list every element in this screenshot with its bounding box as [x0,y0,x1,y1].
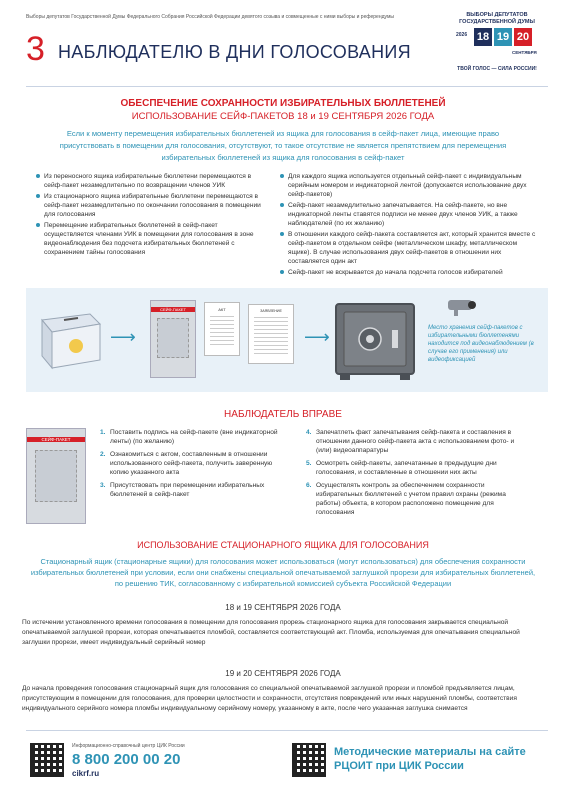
contact-block [72,743,272,778]
observer-title: НАБЛЮДАТЕЛЬ ВПРАВЕ [224,409,342,420]
footer [26,730,548,792]
item-number: 3. [100,482,106,489]
ballot-box-icon [36,306,104,372]
safety-title: ОБЕСПЕЧЕНИЕ СОХРАННОСТИ ИЗБИРАТЕЛЬНЫХ БЮЛЛЕТЕНЕЙ [120,98,446,109]
item-text: Поставить подпись на сейф-пакете (вне индикаторной ленты) (по желанию) [110,429,278,445]
observer-right-list [306,428,526,521]
observer-bag-icon [26,428,86,524]
brand-day-1: 18 [474,28,492,46]
item-number: 6. [306,482,312,489]
qr-code-icon-2 [292,743,326,777]
item-number: 5. [306,460,312,467]
list-item: Сейф-пакет незамедлительно запечатывается. На сейф-пакете, но вне индикаторной ленты ставятся подписи не менее двух членов УИК, а также наблюдателей (по их желанию) [280,201,536,228]
storage-caption: Место хранения сейф-пакетов с избирательными бюллетенями находится под видеонаблюдением (в случае его применения) или видеофиксацией [428,325,534,363]
act-label: АКТ [218,307,226,312]
safe-bag-icon [150,300,196,378]
brand-day-2: 19 [494,28,512,46]
item-text: Осмотреть сейф-пакеты, запечатанные в предыдущие дни голосования, и составленные в отношении них акты [316,460,497,476]
list-item: Сейф-пакет не вскрывается до начала подсчета голосов избирателей [280,268,536,277]
item-number: 4. [306,429,312,436]
brand-month: СЕНТЯБРЯ [512,50,537,55]
item-text: Запечатлеть факт запечатывания сейф-пакета и составления в отношении данного сейф-пакета акта с использованием фото- и (или) видеоаппаратуры [316,429,515,454]
safety-subtitle: ИСПОЛЬЗОВАНИЕ СЕЙФ-ПАКЕТОВ 18 и 19 СЕНТЯБРЯ 2026 ГОДА [131,111,435,122]
brand-day-3: 20 [514,28,532,46]
brand-title: ВЫБОРЫ ДЕПУТАТОВ ГОСУДАРСТВЕННОЙ ДУМЫ [459,12,535,25]
list-item: Перемещение избирательных бюллетеней в сейф-пакет осуществляется членами УИК в помещении для голосования в зоне видеонаблюдения без подсчета избирательных бюллетеней с сохранением тайны голосования [36,221,262,257]
safety-right-list [280,172,536,279]
camera-icon [446,296,480,316]
list-item: В отношении каждого сейф-пакета составляется акт, который хранится вместе с сейф-пакетом в отдельном сейфе (металлическом шкафу, металлическом ящике). В случае использования двух сейф-пакетов в отношении них составляется один акт [280,230,536,266]
statement-document-icon [248,304,294,364]
list-item [306,459,526,477]
list-item [306,428,526,455]
act-document-icon [204,302,240,356]
site-link[interactable]: cikrf.ru [72,769,100,778]
item-text: Ознакомиться с актом, составленным в отношении использованного сейф-пакета, получить заверенную копию указанного акта [110,451,273,476]
list-item [100,428,280,446]
brand-year: 2026 [456,32,468,38]
safety-left-list [36,172,262,259]
list-item: Из стационарного ящика избирательные бюллетени перемещаются в сейф-пакет незамедлительно по окончании голосования в помещении для голосования [36,192,262,219]
info-center-label: Информационно-справочный центр ЦИК России [72,743,185,749]
item-number: 1. [100,429,106,436]
election-logo [442,12,552,72]
section-title: НАБЛЮДАТЕЛЮ В ДНИ ГОЛОСОВАНИЯ [58,42,411,62]
list-item [306,481,526,517]
item-number: 2. [100,451,106,458]
stationary-paragraph-1: По истечении установленного времени голосования в помещении для голосования прорезь стационарного ящика для голосования закрывается специальной опечатываемой заглушкой прорези, которая опечатывается пломбой, составляется соответствующий акт. Пломба, используемая для опечатывания специальной заглушки прорези, имеет индивидуальный серийный номер [22,619,520,646]
top-note: Выборы депутатов Государственной Думы Федерального Собрания Российской Федерации девятого созыва и совмещенные с ними выборы и референдумы [26,14,394,20]
list-item: Для каждого ящика используется отдельный сейф-пакет с индивидуальным серийным номером и индикаторной лентой (допускается использование двух сейф-пакетов) [280,172,536,199]
header-divider [26,86,548,87]
list-item [100,450,280,477]
statement-label: ЗАЯВЛЕНИЕ [260,309,282,313]
list-item: Из переносного ящика избирательные бюллетени перемещаются в сейф-пакет незамедлительно по возвращении членов УИК [36,172,262,190]
stationary-paragraph-2: До начала проведения голосования стационарный ящик для голосования со специальной опечатываемой заглушкой прорези и пломбой предъявляется лицам, присутствующим в помещении для голосования, для проверки целостности и сохранности, отсутствия повреждений или иных нарушений пломбы, соответствия индивидуального серийного номера пломбы индивидуальному серийному номеру, указанному в акте, после чего указанная заглушка снимается [22,685,517,712]
brand-slogan: ТВОЙ ГОЛОС — СИЛА РОССИИ! [457,66,537,72]
observer-left-list [100,428,280,503]
arrow-right-icon: ⟶ [110,327,136,347]
list-item [100,481,280,499]
arrow-right-icon-2: ⟶ [304,327,330,347]
methods-text[interactable]: Методические материалы на сайте РЦОИТ при ЦИК России [334,746,526,772]
stationary-lead: Стационарный ящик (стационарные ящики) для голосования может использоваться (могут использоваться) для обеспечения сохранности избирательных бюллетеней при условии, если они снабжены специальной опечатываемой заглушкой прорези для избирательных бюллетеней, по решению ТИК, согласованному с избирательной комиссией субъекта Российской Федерации [30,557,536,588]
safe-icon [334,302,418,382]
safe-bag-label: СЕЙФ-ПАКЕТ [151,307,195,312]
phone-number[interactable]: 8 800 200 00 20 [72,751,181,768]
item-text: Присутствовать при перемещении избирательных бюллетеней в сейф-пакет [110,482,265,498]
section-number: 3 [26,30,45,68]
safety-lead: Если к моменту перемещения избирательных бюллетеней из ящика для голосования в сейф-пакет лица, имеющие право присутствовать в помещении для голосования, отсутствуют, то такое отсутствие не является препятствием для перемещения избирательных бюллетеней из ящика для голосования в сейф-пакет [59,129,507,162]
dates-heading-1: 18 и 19 СЕНТЯБРЯ 2026 ГОДА [225,603,341,612]
item-text: Осуществлять контроль за обеспечением сохранности избирательных бюллетеней с учетом правил охраны (режима работы) объекта, в котором расположено помещение для голосования [316,482,506,516]
qr-code-icon [30,743,64,777]
observer-bag-label: СЕЙФ-ПАКЕТ [27,437,85,442]
stationary-title: ИСПОЛЬЗОВАНИЕ СТАЦИОНАРНОГО ЯЩИКА ДЛЯ ГОЛОСОВАНИЯ [137,540,429,550]
dates-heading-2: 19 и 20 СЕНТЯБРЯ 2026 ГОДА [225,669,341,678]
